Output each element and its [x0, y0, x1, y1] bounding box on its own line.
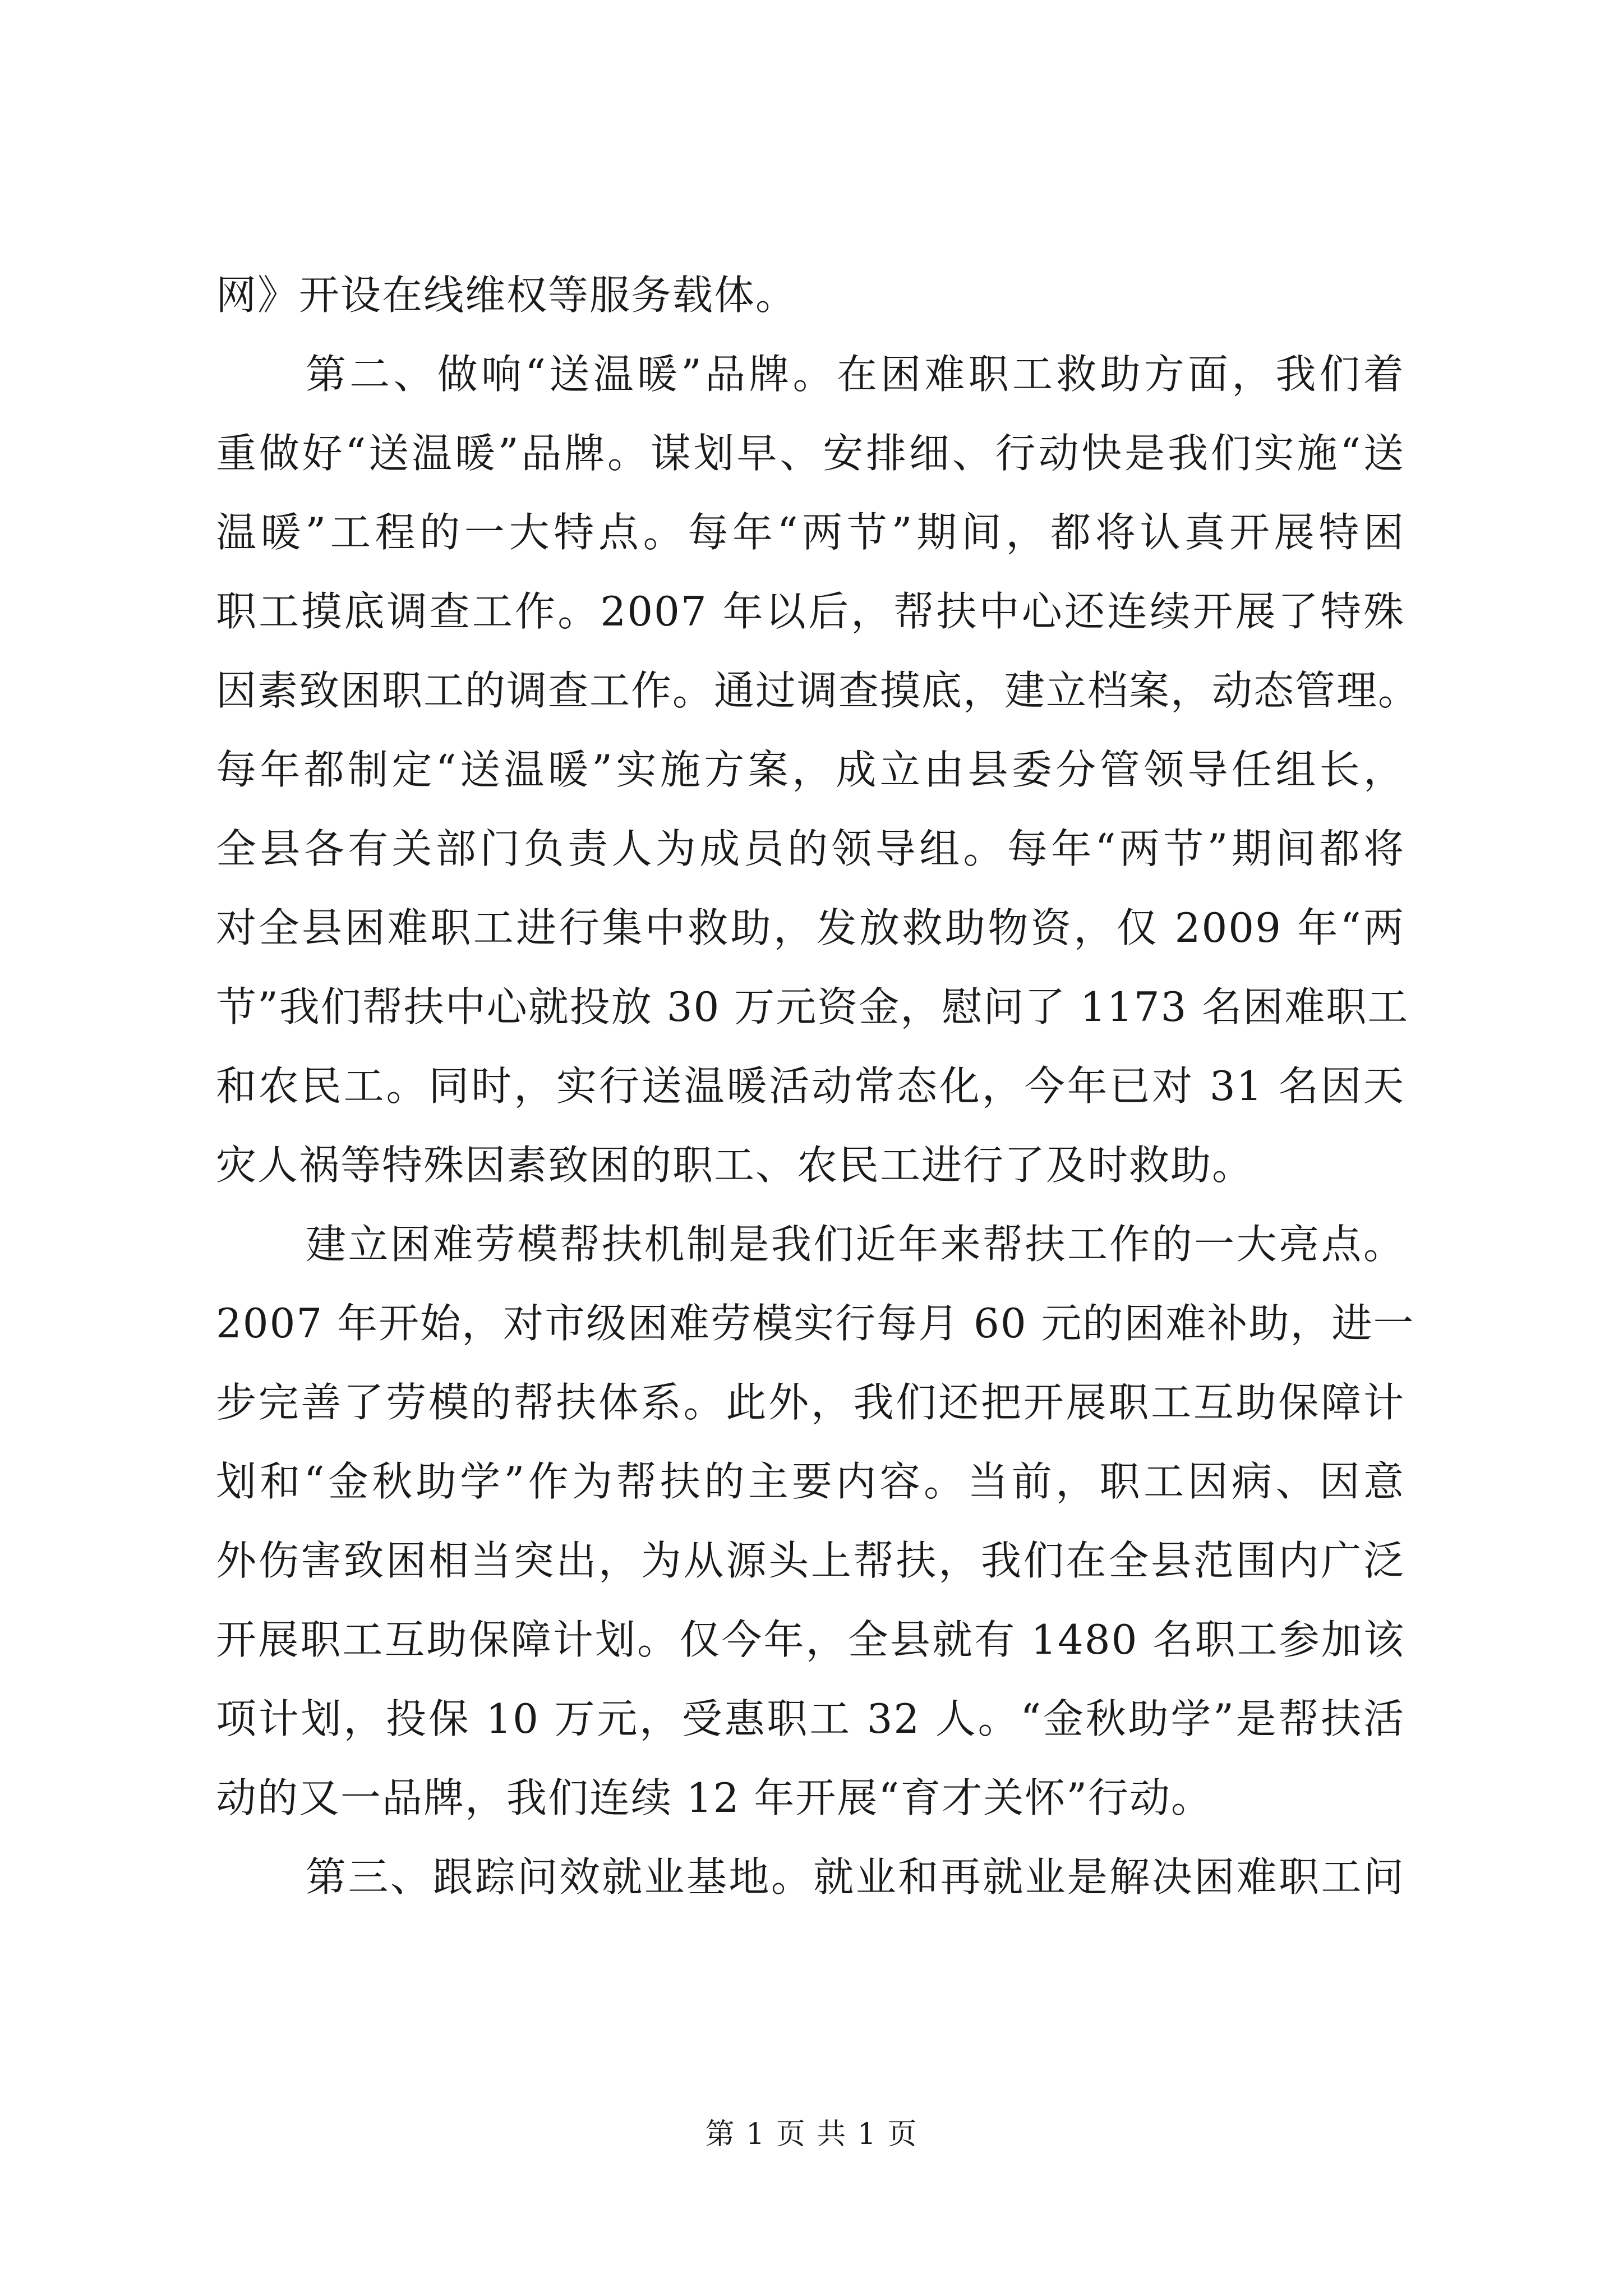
- text-line: 建立困难劳模帮扶机制是我们近年来帮扶工作的一大亮点。: [306, 1221, 1405, 1268]
- text-line: 第二、做响“送温暖”品牌。在困难职工救助方面，我们着: [306, 351, 1405, 398]
- text-line: 项计划，投保 10 万元，受惠职工 32 人。“金秋助学”是帮扶活: [216, 1695, 1405, 1742]
- text-line: 外伤害致困相当突出，为从源头上帮扶，我们在全县范围内广泛: [216, 1537, 1405, 1584]
- text-line: 节”我们帮扶中心就投放 30 万元资金，慰问了 1173 名困难职工: [216, 983, 1409, 1030]
- text-line: 2007 年开始，对市级困难劳模实行每月 60 元的困难补助，进一: [216, 1300, 1415, 1347]
- text-line: 和农民工。同时，实行送温暖活动常态化，今年已对 31 名因天: [216, 1062, 1405, 1110]
- text-line: 网》开设在线维权等服务载体。: [216, 272, 797, 319]
- text-line: 划和“金秋助学”作为帮扶的主要内容。当前，职工因病、因意: [216, 1458, 1405, 1505]
- text-line: 重做好“送温暖”品牌。谋划早、安排细、行动快是我们实施“送: [216, 430, 1405, 477]
- text-line: 因素致困职工的调查工作。通过调查摸底，建立档案，动态管理。: [216, 667, 1420, 714]
- document-body: [216, 256, 1420, 1917]
- text-line: 对全县困难职工进行集中救助，发放救助物资，仅 2009 年“两: [216, 904, 1405, 951]
- text-line: 第三、跟踪问效就业基地。就业和再就业是解决困难职工问: [306, 1853, 1405, 1901]
- text-line: 开展职工互助保障计划。仅今年，全县就有 1480 名职工参加该: [216, 1616, 1405, 1663]
- text-line: 温暖”工程的一大特点。每年“两节”期间，都将认真开展特困: [216, 509, 1405, 556]
- text-line: 动的又一品牌，我们连续 12 年开展“育才关怀”行动。: [216, 1774, 1213, 1821]
- text-line: 步完善了劳模的帮扶体系。此外，我们还把开展职工互助保障计: [216, 1379, 1405, 1426]
- text-line: 灾人祸等特殊因素致困的职工、农民工进行了及时救助。: [216, 1142, 1254, 1189]
- text-line: 全县各有关部门负责人为成员的领导组。每年“两节”期间都将: [216, 825, 1405, 872]
- text-line: 职工摸底调查工作。2007 年以后，帮扶中心还连续开展了特殊: [216, 588, 1405, 635]
- text-line: 每年都制定“送温暖”实施方案，成立由县委分管领导任组长，: [216, 746, 1405, 793]
- page-footer: 第 1 页 共 1 页: [705, 2118, 918, 2151]
